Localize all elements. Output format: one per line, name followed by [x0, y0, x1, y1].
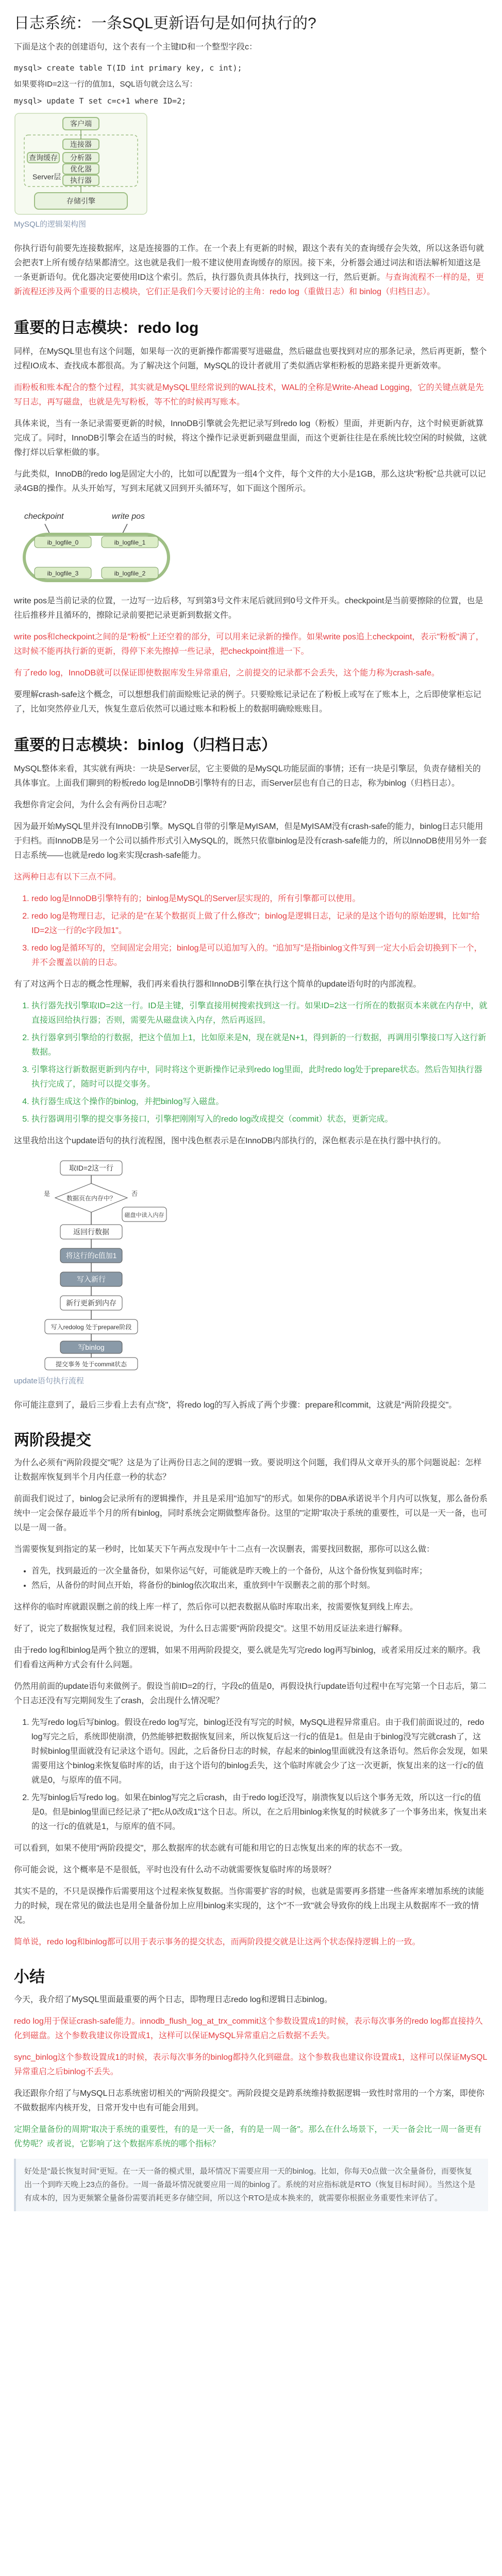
list-item: 3. 引擎将这行新数据更新到内存中，同时将这个更新操作记录到redo log里面，此时redo log处于prepare状态。然后告知执行器执行完成了，随时可以提交事务。 — [31, 1063, 488, 1092]
paragraph: 由于redo log和binlog是两个独立的逻辑，如果不用两阶段提交，要么就是先写完redo log再写binlog，或者采用反过来的顺序。我们看看这两种方式会有什么问题。 — [14, 1646, 481, 1669]
list-item: 1. 执行器先找引擎取ID=2这一行。ID是主键，引擎直接用树搜索找到这一行。如果ID=2这一行所在的数据页本来就在内存中，就直接返回给执行器；否则，需要先从磁盘读入内存，然后再返回。 — [31, 999, 488, 1028]
list-item: 2. 先写binlog后写redo log。如果在binlog写完之后crash，由于redo log还没写，崩溃恢复以后这个事务无效，所以这一行c的值是0。但是binlog里面已经记录了"把c从0改成1"这个日志。所以，在之后用binlog来恢复的时候就多了一个事务出来，恢复出来的这一行c的值就是1，与原库的值不同。 — [31, 1791, 488, 1834]
paragraph: 有了对这两个日志的概念性理解，我们再来看执行器和InnoDB引擎在执行这个简单的update语句时的内部流程。 — [14, 980, 422, 989]
crash-cases-list — [14, 1716, 488, 1834]
paragraph: 当需要恢复到指定的某一秒时，比如某天下午两点发现中午十二点有一次误删表，需要找回数据，那你可以这么做： — [14, 1545, 435, 1554]
paragraph-highlight: 与查询流程不一样的是，更新流程还涉及两个重要的日志模块，它们正是我们今天要讨论的主角：redo log（重做日志）和 binlog（归档日志）。 — [14, 273, 484, 296]
flow-label: 返回行数据 — [73, 1228, 109, 1236]
paragraph-highlight: 这两种日志有以下三点不同。 — [14, 873, 122, 882]
intro-paragraph: 下面是这个表的创建语句，这个表有一个主键ID和一个整型字段c： — [14, 43, 258, 52]
paragraph: 这样你的临时库就跟误删之前的线上库一样了，然后你可以把表数据从临时库取出来，按需要恢复到线上库去。 — [14, 1603, 419, 1612]
paragraph: 这里我给出这个update语句的执行流程图，图中浅色框表示是在InnoDB内部执行的，深色框表示是在执行器中执行的。 — [14, 1137, 446, 1145]
answer-quote: 好处是"最长恢复时间"更短。在一天一备的模式里，最坏情况下需要应用一天的binlog。比如，你每天0点做一次全量备份，而要恢复出一个到昨天晚上23点的备份。一周一备最坏情况就要应用一周的binlog了。系统的对应指标就是RTO（恢复目标时间）。当然这个是有成本的，因为更频繁全量备份需要消耗更多存储空间，所以这个RTO是成本换来的，就需要你根据业务重要性来评估了。 — [14, 2159, 488, 2211]
query-cache-label: 查询缓存 — [29, 154, 58, 162]
list-item: 2. redo log是物理日志，记录的是"在某个数据页上做了什么修改"；binlog是逻辑日志，记录的是这个语句的原始逻辑，比如"给ID=2这一行的c字段加1"。 — [31, 909, 488, 938]
paragraph: 与此类似，InnoDB的redo log是固定大小的，比如可以配置为一组4个文件，每个文件的大小是1GB，那么这块"粉板"总共就可以记录4GB的操作。从头开始写，写到末尾就又回到开头循环写，如下面这个图所示。 — [14, 470, 486, 493]
paragraph: 你可能注意到了，最后三步看上去有点"绕"，将redo log的写入拆成了两个步骤：prepare和commit，这就是"两阶段提交"。 — [14, 1401, 457, 1410]
list-item: 3. redo log是循环写的，空间固定会用完；binlog是可以追加写入的。"追加写"是指binlog文件写到一定大小后会切换到下一个，并不会覆盖以前的日志。 — [31, 941, 488, 970]
logfile-label: ib_logfile_0 — [47, 539, 79, 546]
paragraph: 今天，我介绍了MySQL里面最重要的两个日志，即物理日志redo log和逻辑日志binlog。 — [14, 1995, 332, 2004]
list-item: 2. 执行器拿到引擎给的行数据，把这个值加上1，比如原来是N，现在就是N+1，得到新的一行数据，再调用引擎接口写入这行新数据。 — [31, 1031, 488, 1060]
code-note: 如果要将ID=2这一行的值加1，SQL语句就会这么写： — [14, 80, 197, 89]
update-flow-figure — [14, 1156, 169, 1372]
figure-caption: MySQL的逻辑架构图 — [14, 220, 87, 229]
paragraph-highlight: 而粉板和账本配合的整个过程，其实就是MySQL里经常说到的WAL技术，WAL的全称是Write-Ahead Logging，它的关键点就是先写日志，再写磁盘，也就是先写粉板，等不忙的时候再写账本。 — [14, 383, 484, 406]
connector-label: 连接器 — [70, 140, 92, 148]
question-paragraph: 定期全量备份的周期"取决于系统的重要性，有的是一天一备，有的是一周一备"。那么在什么场景下，一天一备会比一周一备更有优势呢？或者说，它影响了这个数据库系统的哪个指标？ — [14, 2125, 482, 2148]
paragraph-text: 你执行语句前要先连接数据库，这是连接器的工作。在一个表上有更新的时候，跟这个表有关的查询缓存会失效，所以这条语句就会把表T上所有缓存结果都清空。这也就是我们一般不建议使用查询缓存的原因。接下来，分析器会通过词法和语法解析知道这是一条更新语句。优化器决定要使用ID这个索引。然后，执行器负责具体执行，找到这一行，然后更新。 — [14, 244, 484, 282]
flow-label: 数据页在内存中？ — [66, 1195, 116, 1202]
paragraph-highlight: sync_binlog这个参数设置成1的时候，表示每次事务的binlog都持久化到磁盘。这个参数我也建议你设置成1，这样可以保证MySQL异常重启之后binlog不丢失。 — [14, 2053, 488, 2076]
logfile-label: ib_logfile_1 — [114, 539, 146, 546]
figure-caption: update语句执行流程 — [14, 1377, 84, 1385]
flow-label: 新行更新到内存 — [66, 1299, 116, 1307]
paragraph: 仍然用前面的update语句来做例子。假设当前ID=2的行，字段c的值是0，再假设执行update语句过程中在写完第一个日志后，第二个日志还没有写完期间发生了crash，会出现什么情况呢？ — [14, 1682, 487, 1705]
paragraph: 其实不是的，不只是误操作后需要用这个过程来恢复数据。当你需要扩容的时候，也就是需要再多搭建一些备库来增加系统的读能力的时候，现在常见的做法也是用全量备份加上应用binlog来实现的，这个"不一致"就会导致你的线上出现主从数据库不一致的情况。 — [14, 1887, 484, 1925]
code-line: mysql> update T set c=c+1 where ID=2; — [14, 96, 187, 106]
paragraph: 为什么必须有"两阶段提交"呢？这是为了让两份日志之间的逻辑一致。要说明这个问题，我们得从文章开头的那个问题说起：怎样让数据库恢复到半个月内任意一秒的状态？ — [14, 1459, 482, 1482]
flow-label: 磁盘中读入内存 — [124, 1212, 164, 1218]
list-item: 5. 执行器调用引擎的提交事务接口，引擎把刚刚写入的redo log改成提交（commit）状态，更新完成。 — [31, 1112, 488, 1127]
flow-label: 提交事务 处于commit状态 — [55, 1361, 127, 1368]
flow-label: 否 — [131, 1190, 138, 1197]
section-heading-binlog: 重要的日志模块：binlog（归档日志） — [14, 737, 277, 754]
code-line: mysql> create table T(ID int primary key, c int); — [14, 63, 242, 73]
log-differences-list — [14, 892, 488, 970]
list-item: 1. 先写redo log后写binlog。假设在redo log写完，binlog还没有写完的时候，MySQL进程异常重启。由于我们前面说过的，redo log写完之后，系统即使崩溃，仍然能够把数据恢复回来，所以恢复后这一行c的值是1。但是由于binlog没写完就crash了，这时候binlog里面就没有记录这个语句。因此，之后备份日志的时候，存起来的binlog里面就没有这条语句。然后你会发现，如果需要用这个binlog来恢复临时库的话，由于这个语句的binlog丢失，这个临时库就会少了这一次更新，恢复出来的这一行c的值就是0，与原库的值不同。 — [31, 1716, 488, 1788]
update-flow-list — [14, 999, 488, 1127]
logfile-label: ib_logfile_3 — [47, 570, 79, 577]
checkpoint-label: checkpoint — [24, 512, 64, 521]
server-layer-label: Server层 — [32, 173, 61, 181]
mysql-architecture-figure — [14, 112, 148, 215]
article — [14, 0, 488, 2211]
list-item: 4. 执行器生成这个操作的binlog，并把binlog写入磁盘。 — [31, 1095, 488, 1109]
paragraph-highlight: write pos和checkpoint之间的是"粉板"上还空着的部分，可以用来记录新的操作。如果write pos追上checkpoint，表示"粉板"满了，这时候不能再执行新的更新，得停下来先擦掉一些记录，把checkpoint推进一下。 — [14, 633, 484, 656]
flow-label: 将这行的c值加1 — [65, 1251, 117, 1260]
paragraph-highlight: 有了redo log，InnoDB就可以保证即使数据库发生异常重启，之前提交的记录都不会丢失，这个能力称为crash-safe。 — [14, 669, 440, 677]
redo-log-ring-figure — [14, 503, 179, 591]
optimizer-label: 优化器 — [70, 165, 92, 173]
section-heading-two-phase-commit: 两阶段提交 — [14, 1432, 91, 1449]
paragraph-highlight: redo log用于保证crash-safe能力。innodb_flush_log_at_trx_commit这个参数设置成1的时候，表示每次事务的redo log都直接持久化到磁盘。这个参数我建议你设置成1，这样可以保证MySQL异常重启之后数据不丢失。 — [14, 2017, 483, 2040]
list-item: • 首先，找到最近的一次全量备份，如果你运气好，可能就是昨天晚上的一个备份，从这个备份恢复到临时库； — [31, 1564, 488, 1579]
storage-engine-label: 存储引擎 — [66, 197, 95, 205]
paragraph-highlight: 简单说，redo log和binlog都可以用于表示事务的提交状态，而两阶段提交就是让这两个状态保持逻辑上的一致。 — [14, 1938, 421, 1946]
client-label: 客户端 — [70, 120, 92, 128]
flow-label: 取ID=2这一行 — [69, 1164, 113, 1172]
paragraph: MySQL整体来看，其实就有两块：一块是Server层，它主要做的是MySQL功能层面的事情；还有一块是引擎层，负责存储相关的具体事宜。上面我们聊到的粉板redo log是InnoDB引擎特有的日志，而Server层也有自己的日志，称为binlog（归档日志）。 — [14, 765, 481, 788]
paragraph: 好了，说完了数据恢复过程，我们回来说说，为什么日志需要"两阶段提交"。这里不妨用反证法来进行解释。 — [14, 1624, 408, 1633]
paragraph: 因为最开始MySQL里并没有InnoDB引擎。MySQL自带的引擎是MyISAM，但是MyISAM没有crash-safe的能力，binlog日志只能用于归档。而InnoDB是另一个公司以插件形式引入MySQL的，既然只依靠binlog是没有crash-safe能力的，所以InnoDB使用另外一套日志系统——也就是redo log来实现crash-safe能力。 — [14, 822, 487, 860]
recover-steps-list — [14, 1564, 488, 1593]
write-pos-label: write pos — [112, 512, 145, 521]
executor-label: 执行器 — [70, 176, 92, 184]
paragraph: 前面我们说过了，binlog会记录所有的逻辑操作，并且是采用"追加写"的形式。如果你的DBA承诺说半个月内可以恢复，那么备份系统中一定会保存最近半个月的所有binlog，同时系统会定期做整库备份。这里的"定期"取决于系统的重要性，可以是一天一备，也可以是一周一备。 — [14, 1495, 488, 1532]
paragraph: write pos是当前记录的位置，一边写一边后移，写到第3号文件末尾后就回到0号文件开头。checkpoint是当前要擦除的位置，也是往后推移并且循环的，擦除记录前要把记录更新到数据文件。 — [14, 597, 483, 620]
list-item: • 然后，从备份的时间点开始，将备份的binlog依次取出来，重放到中午误删表之前的那个时刻。 — [31, 1579, 488, 1593]
paragraph — [14, 242, 488, 299]
flow-label: 写binlog — [78, 1343, 105, 1351]
paragraph: 可以看到，如果不使用"两阶段提交"，那么数据库的状态就有可能和用它的日志恢复出来的库的状态不一致。 — [14, 1844, 408, 1853]
list-item: 1. redo log是InnoDB引擎特有的；binlog是MySQL的Server层实现的，所有引擎都可以使用。 — [31, 892, 488, 906]
paragraph: 你可能会说，这个概率是不是很低，平时也没有什么动不动就需要恢复临时库的场景呀？ — [14, 1866, 336, 1874]
flow-label: 写入redolog 处于prepare阶段 — [51, 1324, 132, 1331]
flow-label: 写入新行 — [77, 1275, 106, 1283]
parser-label: 分析器 — [70, 154, 92, 162]
section-heading-summary: 小结 — [14, 1969, 45, 1986]
section-heading-redo-log: 重要的日志模块：redo log — [14, 319, 199, 336]
paragraph: 具体来说，当有一条记录需要更新的时候，InnoDB引擎就会先把记录写到redo log（粉板）里面，并更新内存，这个时候更新就算完成了。同时，InnoDB引擎会在适当的时候，将这个操作记录更新到磁盘里面，而这个更新往往是在系统比较空闲的时候做，这就像打烊以后掌柜做的事。 — [14, 419, 487, 457]
paragraph: 同样，在MySQL里也有这个问题，如果每一次的更新操作都需要写进磁盘，然后磁盘也要找到对应的那条记录，然后再更新，整个过程IO成本、查找成本都很高。为了解决这个问题，MySQL的设计者就用了类似酒店掌柜粉板的思路来提升更新效率。 — [14, 347, 487, 370]
paragraph: 我想你肯定会问，为什么会有两份日志呢？ — [14, 801, 171, 809]
logfile-label: ib_logfile_2 — [114, 570, 146, 577]
flow-label: 是 — [44, 1190, 51, 1197]
paragraph: 我还跟你介绍了与MySQL日志系统密切相关的"两阶段提交"。两阶段提交是跨系统维持数据逻辑一致性时常用的一个方案，即使你不做数据库内核开发，日常开发中也有可能会用到。 — [14, 2089, 484, 2112]
article-title: 日志系统：一条SQL更新语句是如何执行的? — [14, 15, 316, 32]
paragraph: 要理解crash-safe这个概念，可以想想我们前面赊账记录的例子。只要赊账记录记在了粉板上或写在了账本上，之后即使掌柜忘记了，比如突然停业几天，恢复生意后依然可以通过账本和粉板上的数据明确赊账账目。 — [14, 690, 481, 714]
